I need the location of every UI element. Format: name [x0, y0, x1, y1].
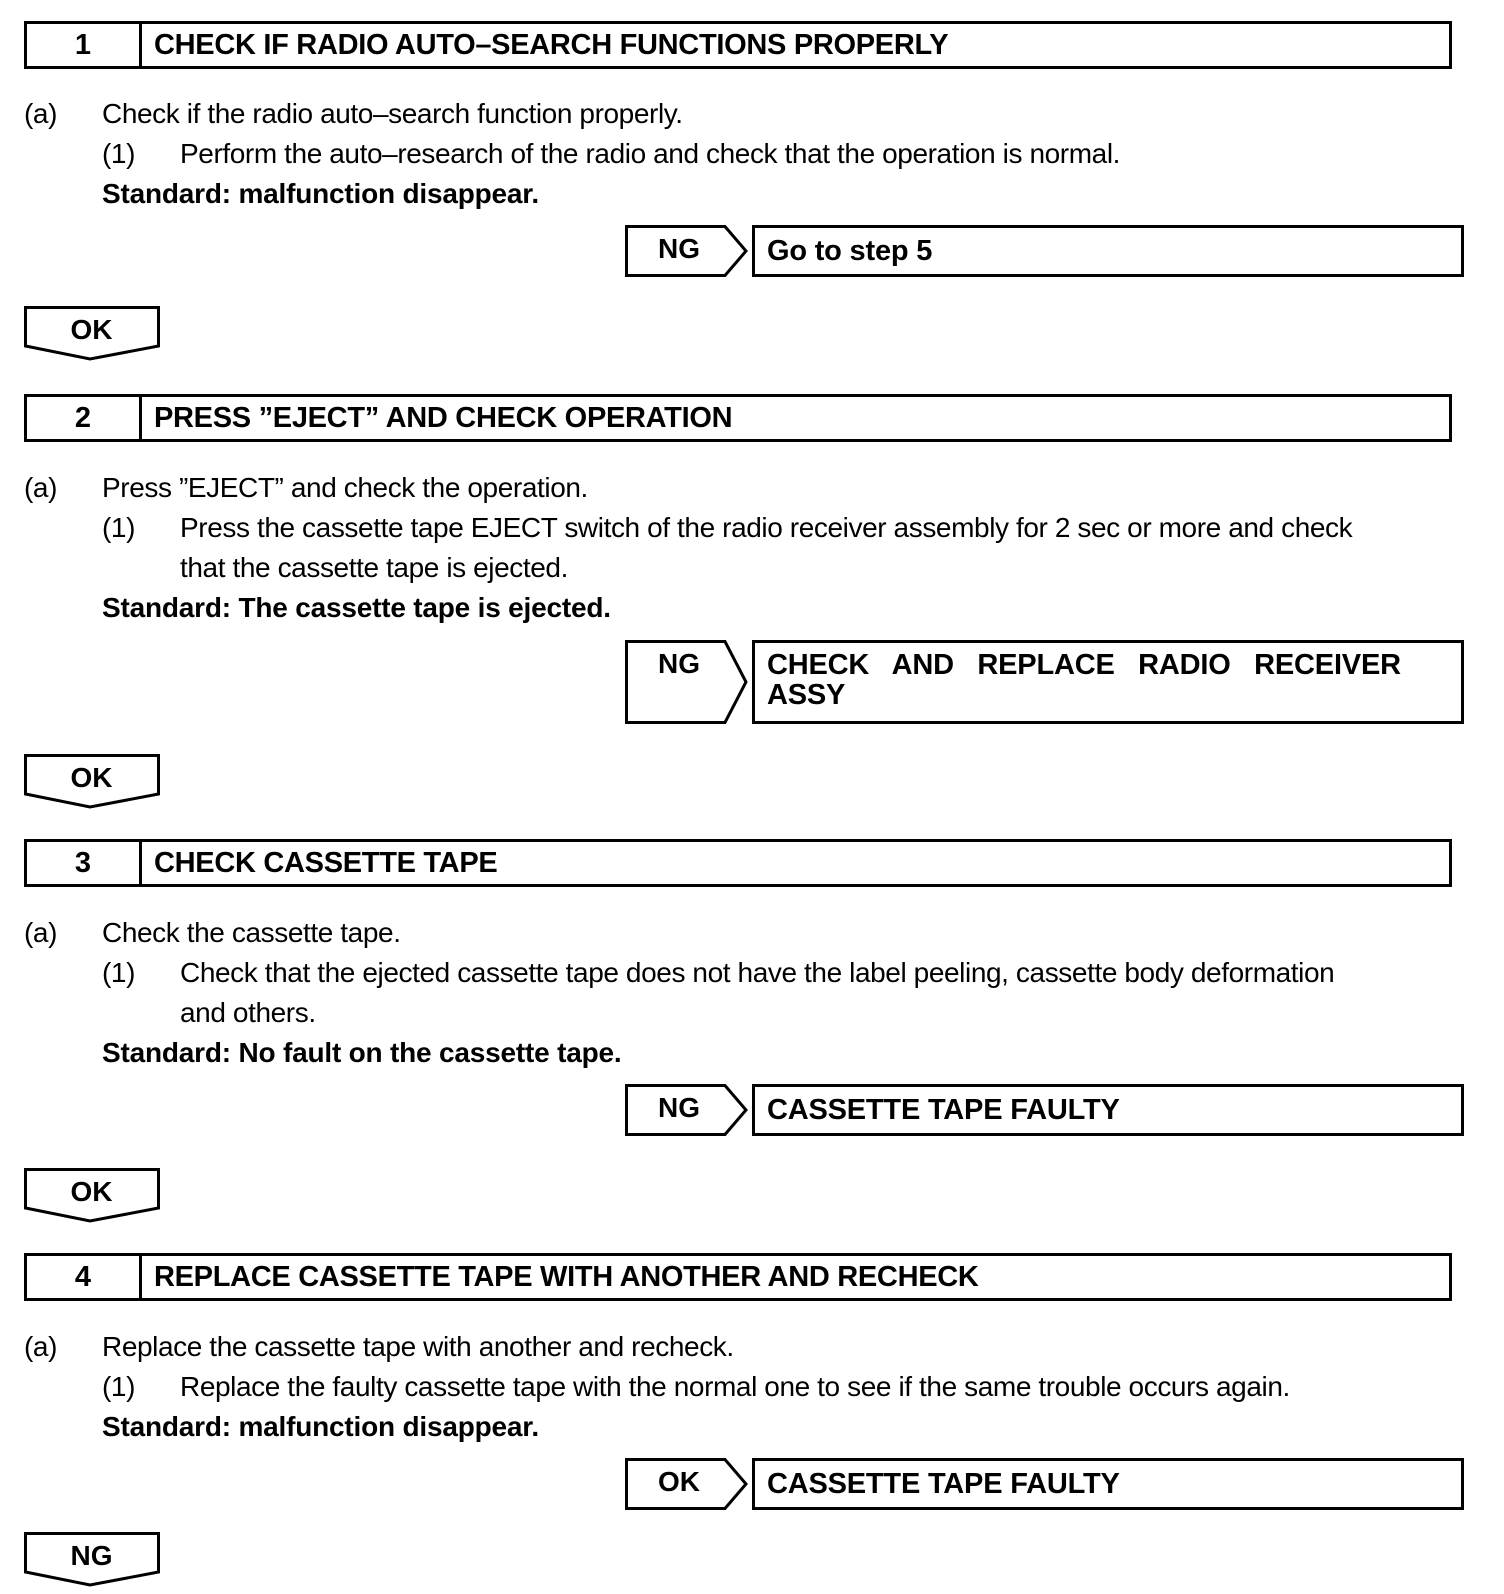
flow-down-tag [24, 1532, 159, 1584]
item-text: Replace the cassette tape with another and recheck. [102, 1331, 734, 1362]
standard-text: Standard: The cassette tape is ejected. [102, 592, 611, 623]
step-number: 1 [27, 24, 142, 66]
flow-tag-label: OK [70, 762, 113, 793]
sub-item-label: (1) [102, 1371, 136, 1402]
step-title: CHECK IF RADIO AUTO–SEARCH FUNCTIONS PROPERLY [154, 28, 949, 61]
step-number: 4 [27, 1256, 142, 1298]
branch-action-text: CASSETTE TAPE FAULTY [767, 1468, 1120, 1500]
flow-tag-label: OK [70, 1176, 113, 1207]
branch-action-box [752, 225, 1464, 277]
branch-action-text-cont: ASSY [767, 679, 846, 711]
item-label: (a) [24, 917, 58, 948]
branch-action-box [752, 1084, 1464, 1136]
step-title: CHECK CASSETTE TAPE [154, 846, 498, 879]
item-label: (a) [24, 472, 58, 503]
flow-tag-label: NG [70, 1540, 113, 1571]
sub-item-text: Press the cassette tape EJECT switch of the radio receiver assembly for 2 sec or more and check [180, 512, 1353, 543]
branch-tag-label: NG [658, 1092, 700, 1123]
sub-item-label: (1) [102, 512, 136, 543]
step-title: REPLACE CASSETTE TAPE WITH ANOTHER AND RECHECK [154, 1260, 979, 1293]
standard-text: Standard: No fault on the cassette tape. [102, 1037, 622, 1068]
step-header [24, 21, 1452, 69]
step-header [24, 839, 1452, 887]
sub-item-text: Check that the ejected cassette tape does not have the label peeling, cassette body deformation [180, 957, 1335, 988]
branch-action-text: CASSETTE TAPE FAULTY [767, 1094, 1120, 1126]
item-text: Check if the radio auto–search function properly. [102, 98, 683, 129]
branch-action-text: CHECK AND REPLACE RADIO RECEIVER [767, 649, 1401, 681]
branch-action-box [752, 640, 1464, 724]
sub-item-text-cont: that the cassette tape is ejected. [180, 552, 568, 583]
branch-tag-label: OK [658, 1466, 700, 1497]
flow-down-tag [24, 306, 159, 358]
step-number: 2 [27, 397, 142, 439]
branch-tag-label: NG [658, 233, 700, 264]
item-label: (a) [24, 98, 58, 129]
step-header [24, 1253, 1452, 1301]
branch-action-box [752, 1458, 1464, 1510]
item-label: (a) [24, 1331, 58, 1362]
item-text: Press ”EJECT” and check the operation. [102, 472, 588, 503]
branch-action-text: Go to step 5 [767, 235, 933, 267]
sub-item-text: Perform the auto–research of the radio and check that the operation is normal. [180, 138, 1121, 169]
sub-item-text-cont: and others. [180, 997, 316, 1028]
flow-down-tag [24, 754, 159, 806]
sub-item-text: Replace the faulty cassette tape with the normal one to see if the same trouble occurs again. [180, 1371, 1290, 1402]
flow-tag-label: OK [70, 314, 113, 345]
step-number: 3 [27, 842, 142, 884]
standard-text: Standard: malfunction disappear. [102, 178, 540, 209]
sub-item-label: (1) [102, 138, 136, 169]
sub-item-label: (1) [102, 957, 136, 988]
branch-tag-label: NG [658, 648, 700, 679]
item-text: Check the cassette tape. [102, 917, 401, 948]
step-title: PRESS ”EJECT” AND CHECK OPERATION [154, 401, 733, 434]
standard-text: Standard: malfunction disappear. [102, 1411, 540, 1442]
step-header [24, 394, 1452, 442]
flow-down-tag [24, 1168, 159, 1220]
